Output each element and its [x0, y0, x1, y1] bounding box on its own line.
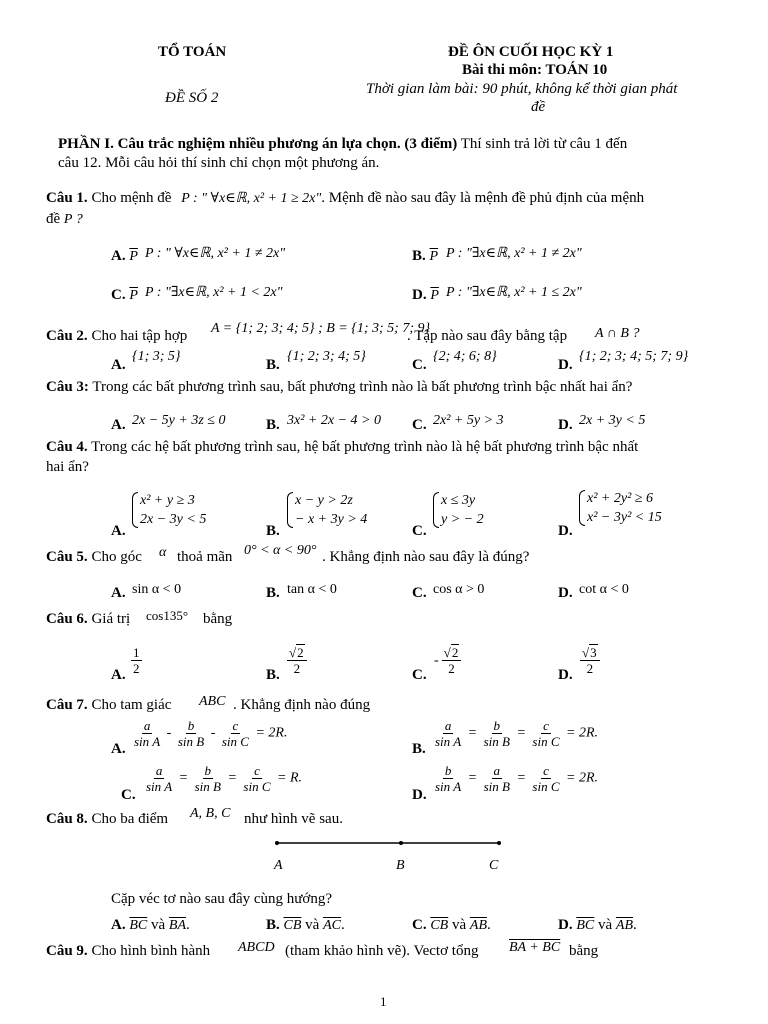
- q5-b-value: tan α < 0: [287, 582, 337, 597]
- q6-stem: [46, 611, 130, 628]
- q7-b-formula: $\frac{a}{\text{sin A}}$ = $\frac{b}{\text{sin B}}$ = $\frac{c}{\text{sin C}}$ = 2R.: [435, 718, 599, 749]
- q5-stem: [46, 549, 142, 566]
- q6-b-frac: $\frac{√2}{2}$: [286, 645, 308, 676]
- q2-option-b[interactable]: [266, 357, 280, 374]
- option-letter: C.: [121, 787, 136, 803]
- q8-label-a: A: [274, 858, 283, 873]
- q8-question: Cặp véc tơ nào sau đây cùng hướng?: [111, 891, 333, 907]
- part1-intro: [58, 136, 627, 153]
- q9-label: Câu 9.: [46, 943, 88, 959]
- option-letter: D.: [558, 523, 573, 539]
- q1-a-text: $\overline{P}$: [129, 249, 138, 264]
- q8-d-vec2: $\overline{AB}$: [615, 918, 634, 933]
- q4-a-system: [132, 491, 206, 529]
- option-letter: B.: [266, 667, 280, 683]
- q6-a-den: 2: [133, 661, 140, 676]
- q6-text-a: Giá trị: [91, 611, 131, 627]
- q4-text1: Trong các hệ bất phương trình sau, hệ bất phương trình nào là hệ bất phương trình bậc nhất: [91, 439, 639, 455]
- q6-option-a[interactable]: [111, 667, 126, 684]
- q8-label-b: B: [396, 858, 405, 873]
- q1-option-c[interactable]: [111, 287, 138, 304]
- q3-d-value: 2x + 3y < 5: [579, 413, 646, 428]
- q8-option-b[interactable]: B. $\overline{CB}$ và $\overline{AC}$.: [266, 917, 345, 933]
- exam-time-line1: Thời gian làm bài: 90 phút, không kể thời gian phát: [366, 81, 678, 97]
- q8-point-c: [497, 841, 501, 845]
- q7-d-formula: $\frac{b}{\text{sin A}}$ = $\frac{a}{\text{sin B}}$ = $\frac{c}{\text{sin C}}$ = 2R.: [435, 763, 599, 794]
- q8-line-figure: [270, 836, 506, 850]
- q6-text-b: bằng: [203, 611, 233, 627]
- option-letter: B.: [412, 248, 426, 264]
- q8-b-and: và: [305, 917, 320, 933]
- q6-option-b[interactable]: [266, 667, 280, 684]
- q3-option-c[interactable]: [412, 417, 427, 434]
- q5-text-b: thoả mãn: [177, 549, 233, 565]
- option-letter: C.: [412, 357, 427, 373]
- q7-b-eq-end: = 2R.: [566, 725, 599, 741]
- option-letter: D.: [558, 917, 573, 933]
- q8-c-and: và: [451, 917, 467, 933]
- q9-text-a: Cho hình bình hành: [91, 943, 211, 959]
- option-letter: A.: [111, 741, 126, 757]
- q8-a-and: và: [150, 917, 166, 933]
- q9-sum: BA + BC: [509, 940, 561, 955]
- option-letter: C.: [412, 585, 427, 601]
- q1-b-formula: P : "∃x∈ℝ, x² + 1 ≠ 2x": [446, 246, 582, 261]
- q8-point-b: [399, 841, 403, 845]
- q3-option-a[interactable]: [111, 417, 126, 434]
- q2-sets: A = {1; 2; 3; 4; 5} ; B = {1; 3; 5; 7; 9}: [211, 321, 431, 336]
- q1-text-d: P ?: [63, 212, 83, 227]
- q7-a-formula: $\frac{a}{\text{sin A}}$ - $\frac{b}{\text{sin B}}$ - $\frac{c}{\text{sin C}}$ = 2R.: [134, 718, 288, 749]
- q6-label: Câu 6.: [46, 611, 88, 627]
- q2-stem: [46, 328, 187, 345]
- q4-c-system: [433, 491, 484, 529]
- q6-c-den: 2: [448, 661, 455, 676]
- part1-points: . (3 điểm): [396, 136, 458, 152]
- q1-c-text: $\overline{P}$: [129, 288, 138, 303]
- option-letter: C.: [412, 667, 427, 683]
- page-number: 1: [380, 994, 387, 1009]
- q5-option-c[interactable]: [412, 585, 427, 602]
- q8-label-c: C: [489, 858, 499, 873]
- q5-alpha: α: [159, 545, 167, 560]
- q1-option-b[interactable]: [412, 248, 438, 265]
- q4-text2: hai ẩn?: [46, 459, 89, 475]
- q1-label: Câu 1.: [46, 190, 88, 206]
- q1-b-text: $\overline{P}$: [429, 249, 439, 264]
- q1-option-a[interactable]: [111, 248, 138, 265]
- option-letter: C.: [412, 523, 427, 539]
- q4-b-line1: x − y > 2z: [295, 493, 353, 508]
- q7-option-a[interactable]: [111, 741, 126, 758]
- q7-option-c[interactable]: [121, 787, 136, 804]
- q7-option-b[interactable]: [412, 741, 426, 758]
- q7-option-d[interactable]: [412, 787, 427, 804]
- q2-b-value: {1; 2; 3; 4; 5}: [287, 349, 366, 364]
- q4-d-line2: x² − 3y² < 15: [587, 510, 662, 525]
- q6-d-frac: $\frac{√3}{2}$: [579, 645, 601, 676]
- part1-heading: PHẦN I. Câu trắc nghiệm nhiều phương án lựa chọn: [58, 136, 397, 152]
- q1-text-c: đề: [46, 211, 61, 227]
- q5-condition: 0° < α < 90°: [244, 543, 317, 558]
- q6-option-d[interactable]: [558, 667, 573, 684]
- q2-text-a: Cho hai tập hợp: [91, 328, 188, 344]
- q3-option-b[interactable]: [266, 417, 280, 434]
- q8-text-a: Cho ba điểm: [91, 811, 169, 827]
- q4-label: Câu 4.: [46, 439, 88, 455]
- option-letter: B.: [266, 357, 280, 373]
- q7-stem: [46, 697, 171, 714]
- q2-option-d[interactable]: [558, 357, 573, 374]
- part1-text1: Thí sinh trả lời từ câu 1 đến: [457, 136, 628, 152]
- option-letter: A.: [111, 357, 126, 373]
- q1-option-d[interactable]: [412, 287, 439, 304]
- q5-option-b[interactable]: [266, 585, 280, 602]
- option-letter: D.: [558, 357, 573, 373]
- option-letter: C.: [412, 917, 427, 933]
- q5-d-value: cot α < 0: [579, 582, 629, 597]
- q8-b-vec1: $\overline{CB}$: [283, 918, 302, 933]
- q4-d-line1: x² + 2y² ≥ 6: [587, 491, 653, 506]
- part1-text2: câu 12. Mỗi câu hỏi thí sinh chỉ chọn một phương án.: [58, 155, 380, 171]
- q8-option-a[interactable]: A. $\overline{BC}$ và $\overline{BA}$.: [111, 917, 190, 933]
- q5-c-value: cos α > 0: [433, 582, 485, 597]
- q8-b-vec2: $\overline{AC}$: [323, 918, 341, 933]
- q8-option-d[interactable]: D. $\overline{BC}$ và $\overline{AB}$.: [558, 917, 637, 933]
- option-letter: D.: [558, 667, 573, 683]
- department-title: TỔ TOÁN: [158, 44, 227, 60]
- exam-code: ĐỀ SỐ 2: [165, 90, 219, 106]
- q2-c-value: {2; 4; 6; 8}: [433, 349, 497, 364]
- option-letter: D.: [412, 787, 427, 803]
- q1-d-formula: P : "∃x∈ℝ, x² + 1 ≤ 2x": [446, 285, 582, 300]
- q6-d-den: 2: [586, 661, 594, 676]
- q8-text-b: như hình vẽ sau.: [244, 811, 343, 827]
- option-letter: A.: [111, 417, 126, 433]
- q6-b-den: 2: [293, 661, 301, 676]
- q8-d-and: và: [597, 917, 613, 933]
- q4-c-line2: y > − 2: [441, 512, 484, 527]
- q4-b-line2: − x + 3y > 4: [295, 512, 368, 527]
- q4-stem: [46, 439, 638, 456]
- q4-d-system: [579, 489, 662, 527]
- q7-c-eq-end: = R.: [277, 770, 303, 786]
- q1-stem: [46, 190, 644, 207]
- q3-b-value: 3x² + 2x − 4 > 0: [287, 413, 381, 428]
- q5-label: Câu 5.: [46, 549, 88, 565]
- q6-a-frac: [130, 645, 143, 676]
- q8-d-vec1: $\overline{BC}$: [576, 918, 595, 933]
- q2-a-value: {1; 3; 5}: [132, 349, 181, 364]
- q7-c-formula: $\frac{a}{\text{sin A}}$ = $\frac{b}{\text{sin B}}$ = $\frac{c}{\text{sin C}}$ = R.: [146, 763, 303, 794]
- q7-label: Câu 7.: [46, 697, 88, 713]
- q4-b-system: [287, 491, 367, 529]
- q8-a-vec1: $\overline{BC}$: [129, 918, 148, 933]
- exam-time-line2: đề: [531, 99, 546, 115]
- option-letter: A.: [111, 523, 126, 539]
- q8-stem: [46, 811, 168, 828]
- option-letter: B.: [412, 741, 426, 757]
- q2-label: Câu 2.: [46, 328, 88, 344]
- q3-text: Trong các bất phương trình sau, bất phương trình nào là bất phương trình bậc nhất hai ẩn?: [92, 379, 633, 395]
- option-letter: D.: [558, 417, 573, 433]
- q1-c-formula: P : "∃x∈ℝ, x² + 1 < 2x": [145, 285, 283, 300]
- q8-a-vec2: $\overline{BA}$: [168, 918, 187, 933]
- option-letter: A.: [111, 248, 126, 264]
- q7-text-b: . Khẳng định nào đúng: [233, 697, 371, 713]
- exam-subject: Bài thi môn: TOÁN 10: [462, 62, 608, 78]
- q2-option-a[interactable]: [111, 357, 126, 374]
- q6-expr: cos135°: [146, 608, 189, 623]
- q3-option-d[interactable]: [558, 417, 573, 434]
- q2-option-c[interactable]: [412, 357, 427, 374]
- q5-a-value: sin α < 0: [132, 582, 182, 597]
- option-letter: B.: [266, 417, 280, 433]
- option-letter: C.: [111, 287, 126, 303]
- q4-a-line2: 2x − 3y < 5: [140, 512, 207, 527]
- q1-text-b: . Mệnh đề nào sau đây là mệnh đề phủ định của mệnh: [321, 190, 645, 206]
- q3-label: Câu 3:: [46, 379, 89, 395]
- q4-option-d[interactable]: [558, 523, 573, 540]
- q1-proposition: P : " ∀x∈ℝ, x² + 1 ≥ 2x": [181, 191, 322, 206]
- q5-text-a: Cho góc: [91, 549, 142, 565]
- q8-option-c[interactable]: C. $\overline{CB}$ và $\overline{AB}$.: [412, 917, 491, 933]
- exam-title: ĐỀ ÔN CUỐI HỌC KỲ 1: [448, 44, 614, 60]
- q7-triangle: ABC: [199, 694, 226, 709]
- q2-text-b: . Tập nào sau đây bằng tập: [407, 328, 568, 344]
- q8-label: Câu 8.: [46, 811, 88, 827]
- q4-c-line1: x ≤ 3y: [441, 493, 476, 508]
- q5-option-a[interactable]: [111, 585, 126, 602]
- q9-text-b: (tham khảo hình vẽ). Vectơ tổng: [285, 943, 479, 959]
- option-letter: A.: [111, 585, 126, 601]
- q4-option-c[interactable]: [412, 523, 427, 540]
- q3-a-value: 2x − 5y + 3z ≤ 0: [132, 413, 226, 428]
- q1-text-a: Cho mệnh đề: [91, 190, 172, 206]
- q2-d-value: {1; 2; 3; 4; 5; 7; 9}: [579, 349, 689, 364]
- option-letter: A.: [111, 667, 126, 683]
- q7-d-eq-end: = 2R.: [566, 770, 599, 786]
- q3-c-value: 2x² + 5y > 3: [433, 413, 504, 428]
- option-letter: D.: [412, 287, 427, 303]
- q9-text-c: bằng: [569, 943, 599, 959]
- q8-c-vec1: $\overline{CB}$: [430, 918, 449, 933]
- q6-a-num: 1: [133, 645, 140, 660]
- q2-target: A ∩ B ?: [595, 326, 640, 341]
- q1-d-text: $\overline{P}$: [430, 288, 439, 303]
- q3-stem: [46, 379, 632, 396]
- q8-c-vec2: $\overline{AB}$: [469, 918, 488, 933]
- q7-text-a: Cho tam giác: [91, 697, 172, 713]
- option-letter: C.: [412, 417, 427, 433]
- q6-c-num: 2: [451, 645, 459, 660]
- option-letter: B.: [266, 585, 280, 601]
- option-letter: A.: [111, 917, 126, 933]
- option-letter: D.: [558, 585, 573, 601]
- q4-option-b[interactable]: [266, 523, 280, 540]
- q7-a-eq-end: = 2R.: [255, 725, 288, 741]
- q1-a-formula: P : " ∀x∈ℝ, x² + 1 ≠ 2x": [145, 246, 286, 261]
- q9-stem: [46, 943, 210, 960]
- option-letter: B.: [266, 523, 280, 539]
- q4-a-line1: x² + y ≥ 3: [140, 493, 195, 508]
- q8-point-a: [275, 841, 279, 845]
- q6-c-frac: - $\frac{√2}{2}$: [434, 645, 462, 676]
- q6-option-c[interactable]: [412, 667, 427, 684]
- q4-option-a[interactable]: [111, 523, 126, 540]
- q9-shape: ABCD: [238, 940, 275, 955]
- q5-text-c: . Khẳng định nào sau đây là đúng?: [322, 549, 530, 565]
- q5-option-d[interactable]: [558, 585, 573, 602]
- q1-stem-line2: [46, 211, 83, 228]
- option-letter: B.: [266, 917, 280, 933]
- q6-b-num: 2: [297, 645, 304, 660]
- q6-d-num: 3: [590, 645, 597, 660]
- q8-points: A, B, C: [190, 806, 231, 821]
